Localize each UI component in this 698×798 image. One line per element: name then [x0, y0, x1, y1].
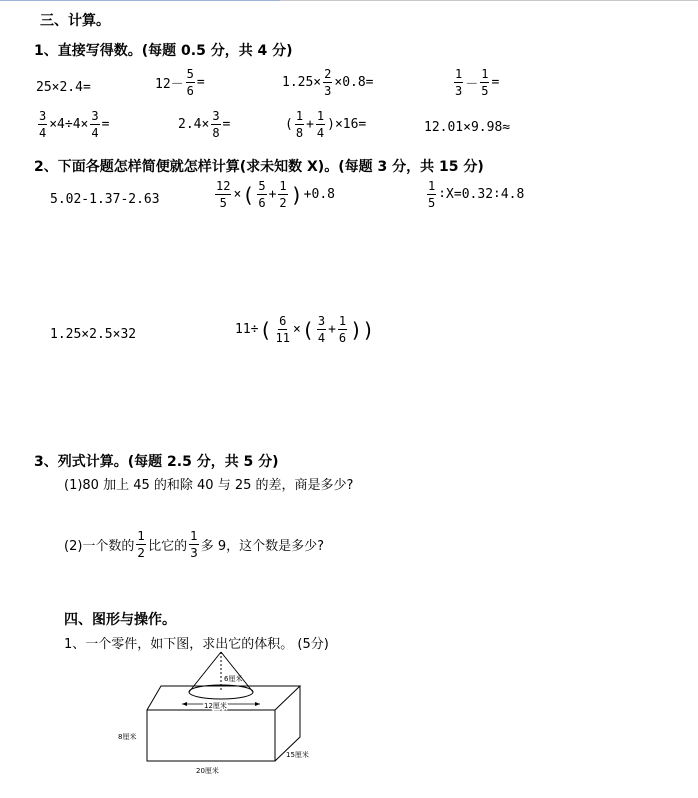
section3-title: 三、计算。 [40, 13, 110, 29]
q-2.4x-frac: 2.4× $\frac{3}{8}$ = [178, 109, 231, 140]
fraction: $\frac{2}{3}$ [324, 67, 332, 98]
page-top-accent [0, 0, 280, 1]
q2-3: $\frac{1}{5}$ ∶X=0.32∶4.8 [428, 179, 525, 210]
fraction: $\frac{3}{4}$ [91, 109, 99, 140]
q-25x2.4: 25×2.4= [36, 80, 91, 95]
q-frac-x4-div4-xfrac: $\frac{3}{4}$ ×4÷4× $\frac{3}{4}$ = [39, 109, 110, 140]
q-12.01x9.98: 12.01×9.98≈ [424, 120, 511, 135]
q3-2: (2)一个数的 $\frac{1}{2}$ 比它的 $\frac{1}{3}$ 多 9，这个数是多少? [64, 529, 325, 560]
fraction: $\frac{1}{5}$ [428, 179, 436, 210]
fraction: $\frac{1}{3}$ [455, 67, 463, 98]
q2-2: $\frac{12}{5}$ × ( $\frac{5}{6}$ + $\frac{1}{2}$ ) +0.8 [216, 179, 335, 210]
box-length-label: 20厘米 [196, 767, 219, 775]
fraction: $\frac{5}{6}$ [258, 179, 266, 210]
fraction: $\frac{1}{5}$ [481, 67, 489, 98]
q2-5: 11÷ ( $\frac{6}{11}$ × ( $\frac{3}{4}$ + $\frac{1}{6}$ )) [235, 314, 375, 345]
section4-title: 四、图形与操作。 [64, 612, 176, 628]
fraction: $\frac{1}{4}$ [316, 109, 325, 140]
fraction: $\frac{3}{4}$ [39, 109, 47, 140]
cone-height-label: 6厘米 [224, 675, 243, 683]
q-sum-frac-x16: ( $\frac{1}{8}$ + $\frac{1}{4}$ )×16= [285, 109, 367, 140]
section4-q1: 1、一个零件，如下图，求出它的体积。 (5分) [64, 637, 329, 652]
fraction: $\frac{5}{6}$ [186, 67, 194, 98]
fraction: $\frac{1}{2}$ [279, 179, 287, 210]
fraction: $\frac{6}{11}$ [275, 314, 290, 345]
box-depth-label: 15厘米 [286, 751, 309, 759]
cone-diameter-label: 12厘米 [204, 702, 227, 710]
box-height-label: 8厘米 [118, 733, 137, 741]
q-frac-minus-frac: $\frac{1}{3}$ － $\frac{1}{5}$ = [455, 67, 500, 98]
fraction: $\frac{1}{6}$ [338, 314, 347, 345]
fraction: $\frac{3}{4}$ [317, 314, 326, 345]
q3-1: (1)80 加上 45 的和除 40 与 25 的差，商是多少? [64, 478, 354, 493]
part3-heading: 3、列式计算。(每题 2.5 分，共 5 分) [34, 454, 279, 470]
fraction: $\frac{1}{3}$ [190, 529, 198, 560]
box-front-face [147, 710, 275, 761]
q2-4: 1.25×2.5×32 [50, 327, 137, 342]
part2-heading: 2、下面各题怎样简便就怎样计算(求未知数 X)。(每题 3 分，共 15 分) [34, 159, 484, 175]
q-12-minus-frac: 12－ $\frac{5}{6}$ = [155, 67, 205, 98]
q2-1: 5.02-1.37-2.63 [50, 192, 160, 207]
fraction: $\frac{12}{5}$ [216, 179, 231, 210]
fraction: $\frac{1}{8}$ [295, 109, 304, 140]
fraction: $\frac{1}{2}$ [137, 529, 146, 560]
part1-heading: 1、直接写得数。(每题 0.5 分，共 4 分) [34, 43, 293, 59]
fraction: $\frac{3}{8}$ [212, 109, 220, 140]
part-figure [100, 650, 330, 785]
q-1.25x-frac: 1.25× $\frac{2}{3}$ ×0.8= [282, 67, 374, 98]
box-right-face [275, 686, 300, 761]
